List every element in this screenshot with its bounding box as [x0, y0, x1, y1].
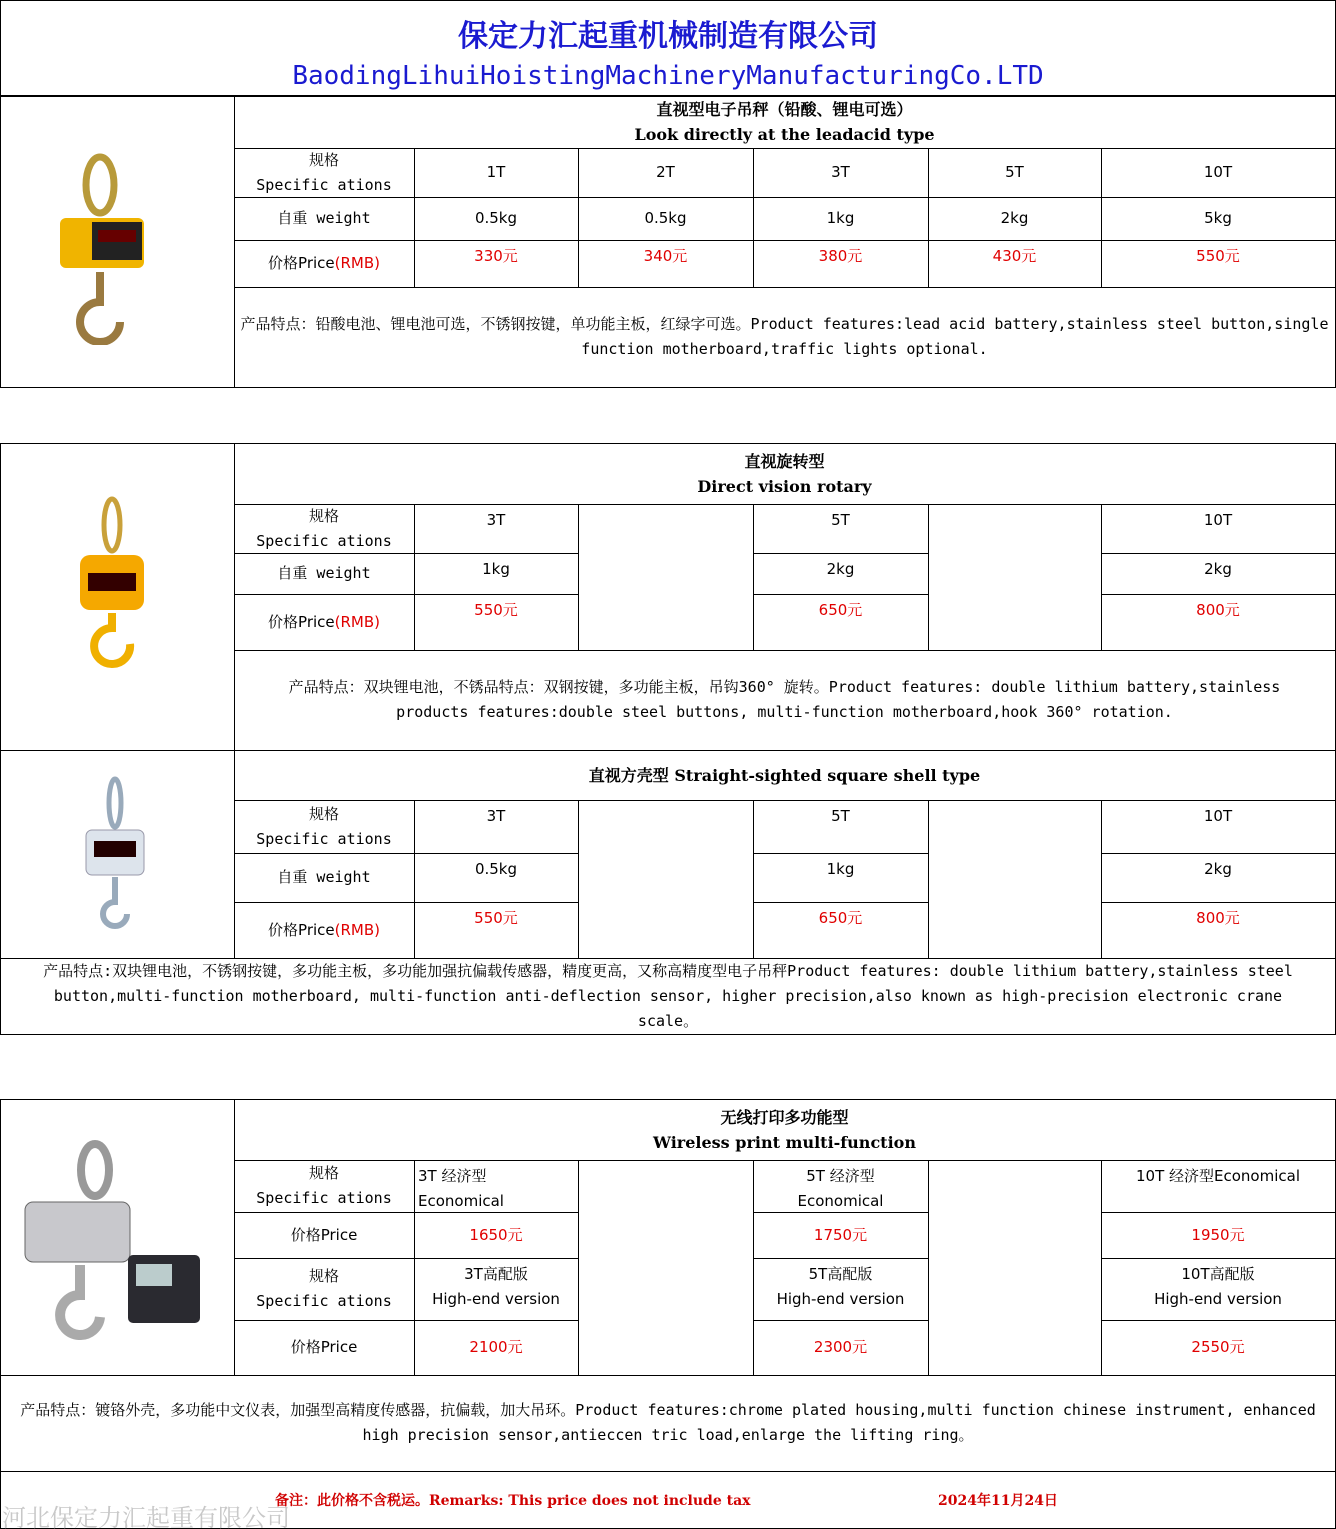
spec-value-text: 2T [656, 163, 675, 181]
spec-value [414, 800, 579, 854]
weight-value-text: 2kg [1204, 860, 1232, 878]
spec-label [234, 1258, 415, 1321]
high-end-spec-text: High-end version [776, 1290, 905, 1308]
weight-value [414, 853, 579, 903]
price-value [414, 902, 579, 959]
price-label-text: 价格Price [290, 1225, 358, 1244]
high-end-price [414, 1320, 579, 1376]
price-label-text: Price [298, 612, 335, 631]
spec-value-text: 3T [486, 807, 506, 825]
product-image-rotary-scale [70, 495, 150, 670]
price-value-text: 430元 [992, 247, 1037, 265]
price-value-text: 380元 [818, 247, 863, 265]
spec-value-text: 3T [831, 163, 850, 181]
weight-label-text: 自重 weight [277, 868, 371, 886]
section2-title [234, 443, 1336, 505]
section4-title-text: Wireless print multi-function [653, 1132, 916, 1152]
price-label [234, 594, 415, 651]
empty-cell [578, 504, 754, 651]
price-label [234, 902, 415, 959]
section1-title [234, 96, 1336, 149]
price-label-text: 价格 [268, 254, 299, 272]
section2-title-text: 直视旋转型 [744, 451, 825, 471]
price-value [578, 240, 754, 288]
section1-title-text: 直视型电子吊秤（铅酸、锂电可选） [656, 100, 913, 119]
empty-cell [928, 504, 1102, 651]
spec-label-cn: 规格 [308, 804, 339, 823]
product-image-leadacid-scale [50, 150, 150, 345]
price-value-text: 330元 [474, 247, 518, 265]
weight-value [753, 853, 929, 903]
section3-features [0, 958, 1336, 1035]
spec-value [1101, 504, 1336, 554]
spec-value-text: 1T [486, 163, 506, 181]
spacer-row [0, 387, 1336, 444]
spec-value-text: 10T [1203, 807, 1233, 825]
price-label-text: Price [298, 254, 335, 272]
price-label-text: 价格 [268, 612, 299, 631]
spec-label-cn: 规格 [308, 1267, 339, 1285]
price-value-text: 800元 [1196, 601, 1240, 619]
economical-spec-text: Economical [418, 1192, 504, 1210]
price-label-text: 价格 [268, 920, 299, 939]
section1-features [234, 287, 1336, 388]
spec-value [1101, 148, 1336, 198]
price-value-text: 550元 [474, 601, 518, 619]
price-value [753, 902, 929, 959]
spec-label-en: Specific ations [256, 175, 392, 194]
section3-title-text: 直视方壳型 Straight-sighted square shell type [588, 765, 981, 785]
weight-label-text: 自重 weight [277, 564, 371, 582]
weight-label-text: 自重 weight [277, 209, 371, 227]
economical-price-text: 1650元 [469, 1225, 523, 1244]
weight-label [234, 553, 415, 595]
economical-price [753, 1212, 929, 1259]
economical-spec-text: 5T 经济型 [806, 1167, 875, 1185]
economical-spec [414, 1160, 579, 1213]
high-end-spec-text: High-end version [1154, 1290, 1282, 1308]
remark-date: 2024年11月24日 [938, 1493, 1058, 1509]
spec-value [414, 504, 579, 554]
high-end-price-text: 2300元 [813, 1338, 868, 1356]
empty-cell [578, 800, 754, 959]
company-header [0, 0, 1336, 97]
high-end-spec [1101, 1258, 1336, 1321]
empty-cell [928, 1160, 1102, 1376]
weight-value-text: 0.5kg [474, 209, 518, 227]
high-end-spec-text: 3T高配版 [464, 1265, 528, 1283]
high-end-price-text: 2100元 [469, 1338, 523, 1356]
section1-features-text: 产品特点：铅酸电池、锂电池可选，不锈钢按键，单功能主板，红绿字可选。Product features:lead acid battery,stainless steel button,single function motherboard,traffic lights optional. [240, 315, 1329, 358]
high-end-spec [753, 1258, 929, 1321]
weight-value [928, 197, 1102, 241]
spec-label-en: Specific ations [256, 1292, 392, 1310]
weight-value-text: 2kg [1000, 209, 1029, 227]
watermark: 河北保定力汇起重有限公司 [2, 1504, 290, 1529]
weight-value [414, 553, 579, 595]
weight-value-text: 1kg [826, 209, 855, 227]
weight-value [414, 197, 579, 241]
price-label-text: (RMB) [334, 920, 380, 939]
price-value [414, 240, 579, 288]
price-label-text: (RMB) [334, 254, 380, 272]
section2-title-text: Direct vision rotary [697, 476, 872, 496]
spec-label [234, 148, 415, 198]
weight-value-text: 0.5kg [474, 860, 518, 878]
spec-value [753, 800, 929, 854]
spec-value [1101, 800, 1336, 854]
price-value-text: 650元 [818, 909, 863, 927]
price-value-text: 340元 [643, 247, 688, 265]
economical-spec-text: Economical [797, 1192, 884, 1210]
price-value-text: 550元 [474, 909, 518, 927]
empty-cell [578, 1160, 754, 1376]
spec-value-text: 5T [831, 511, 850, 529]
section4-title [234, 1099, 1336, 1161]
high-end-spec-text: 5T高配版 [808, 1265, 873, 1283]
remark-text: 备注：此价格不含税运。Remarks: This price does not include tax [275, 1493, 751, 1509]
company-name-cn: 保定力汇起重机械制造有限公司 [458, 19, 878, 54]
empty-cell [928, 800, 1102, 959]
section1-title-text: Look directly at the leadacid type [634, 125, 935, 144]
price-value-text: 550元 [1196, 247, 1240, 265]
price-value [1101, 902, 1336, 959]
price-value [414, 594, 579, 651]
price-label [234, 1320, 415, 1376]
weight-label [234, 197, 415, 241]
weight-value [578, 197, 754, 241]
spec-value [578, 148, 754, 198]
spec-value [928, 148, 1102, 198]
spec-label [234, 1160, 415, 1213]
spec-value [753, 504, 929, 554]
economical-spec-text: 3T 经济型 [418, 1167, 487, 1185]
spec-value [414, 148, 579, 198]
price-label-text: Price [298, 920, 335, 939]
weight-value [753, 197, 929, 241]
weight-value [1101, 553, 1336, 595]
section4-features-text: 产品特点：镀铬外壳，多功能中文仪表，加强型高精度传感器，抗偏载，加大吊环。Product features:chrome plated housing,multi function chinese instrument, enhanced high precision sensor,antieccen tric load,enlarge the lifting ring。 [20, 1401, 1316, 1444]
spacer-row [0, 1034, 1336, 1100]
economical-price-text: 1950元 [1191, 1225, 1245, 1244]
price-value [753, 240, 929, 288]
weight-value-text: 5kg [1204, 209, 1232, 227]
weight-value [1101, 853, 1336, 903]
spec-label [234, 504, 415, 554]
spec-label-cn: 规格 [308, 1164, 339, 1182]
section2-features [234, 650, 1336, 751]
high-end-price-text: 2550元 [1191, 1338, 1245, 1356]
spec-label-en: Specific ations [256, 829, 392, 848]
spec-value-text: 5T [1005, 163, 1024, 181]
economical-price [1101, 1212, 1336, 1259]
spec-label [234, 800, 415, 854]
spec-label-cn: 规格 [308, 150, 339, 169]
spec-value-text: 5T [831, 807, 850, 825]
weight-value [753, 553, 929, 595]
weight-value-text: 0.5kg [644, 209, 687, 227]
price-value [928, 240, 1102, 288]
economical-price-text: 1750元 [813, 1225, 868, 1244]
economical-price [414, 1212, 579, 1259]
price-value [753, 594, 929, 651]
spec-value-text: 3T [486, 511, 506, 529]
spec-label-en: Specific ations [256, 531, 392, 550]
weight-value-text: 1kg [826, 860, 855, 878]
price-value [1101, 240, 1336, 288]
section3-features-text: 产品特点:双块锂电池，不锈钢按键，多功能主板，多功能加强抗偏载传感器，精度更高，又称高精度型电子吊秤Product features: double lithium battery,stainless steel button,multi-function motherboard, multi-function anti-deflection sensor, higher precision,also known as high-precision electronic crane scale。 [43, 961, 1293, 1030]
product-image-square-shell-scale [80, 775, 150, 930]
price-value-text: 650元 [818, 601, 863, 619]
high-end-price [753, 1320, 929, 1376]
economical-spec [1101, 1160, 1336, 1213]
weight-value-text: 2kg [1204, 560, 1232, 578]
high-end-spec-text: High-end version [432, 1290, 560, 1308]
price-value [1101, 594, 1336, 651]
weight-value-text: 1kg [482, 560, 510, 578]
company-name-en: BaodingLihuiHoistingMachineryManufacturingCo.LTD [292, 61, 1044, 91]
price-label-text: (RMB) [334, 612, 380, 631]
economical-spec [753, 1160, 929, 1213]
price-value-text: 800元 [1196, 909, 1240, 927]
product-image-wireless-scale [20, 1140, 205, 1340]
high-end-spec-text: 10T高配版 [1181, 1265, 1255, 1283]
section4-title-text: 无线打印多功能型 [720, 1107, 849, 1127]
spec-value-text: 10T [1203, 511, 1233, 529]
price-label [234, 240, 415, 288]
section4-features [0, 1375, 1336, 1472]
weight-label [234, 853, 415, 903]
spec-label-cn: 规格 [308, 506, 339, 525]
spec-value [753, 148, 929, 198]
price-label-text: 价格Price [290, 1338, 358, 1356]
high-end-price [1101, 1320, 1336, 1376]
section2-features-text: 产品特点：双块锂电池，不锈品特点：双钢按键，多功能主板，吊钩360° 旋转。Product features: double lithium battery,stainless products features:double steel buttons, multi-function motherboard,hook 360° rotation. [288, 678, 1281, 721]
weight-value [1101, 197, 1336, 241]
spec-value-text: 10T [1203, 163, 1233, 181]
section3-title [234, 750, 1336, 801]
price-label [234, 1212, 415, 1259]
high-end-spec [414, 1258, 579, 1321]
economical-spec-text: 10T 经济型Economical [1136, 1167, 1300, 1185]
spec-label-en: Specific ations [256, 1189, 392, 1207]
weight-value-text: 2kg [826, 560, 855, 578]
